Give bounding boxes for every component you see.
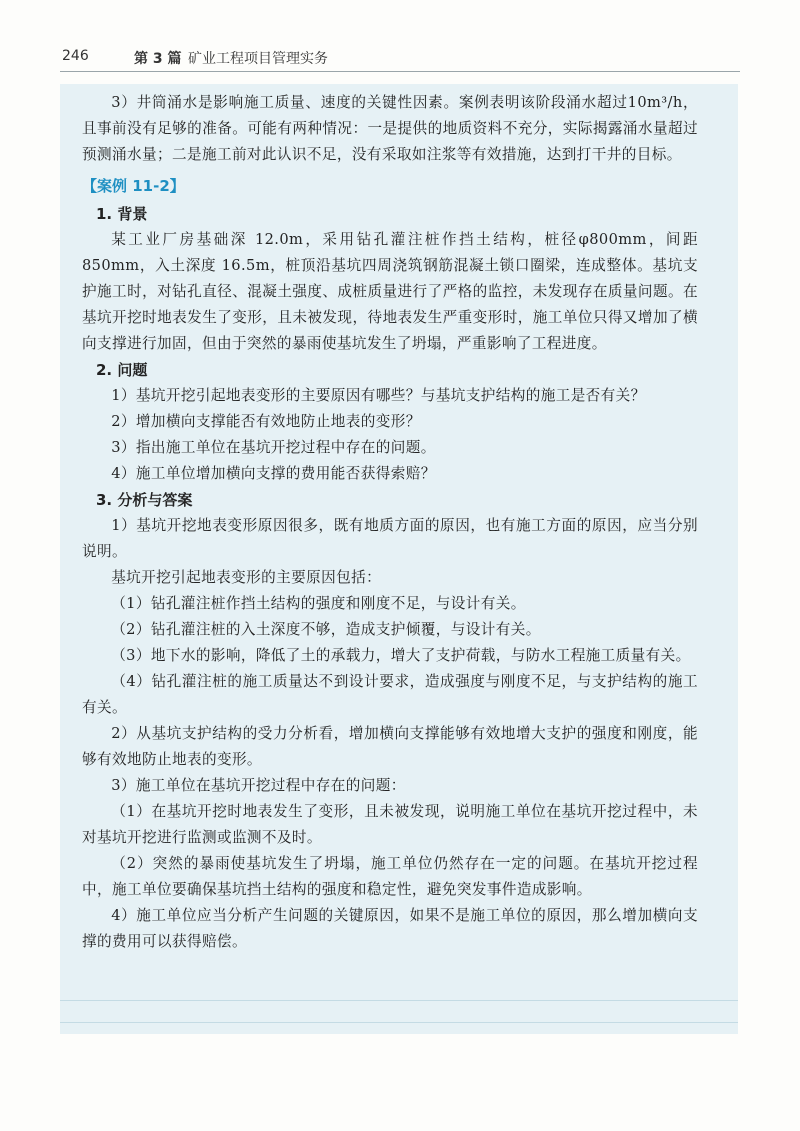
header-rule bbox=[60, 71, 740, 72]
answer-paragraph: （2）钻孔灌注桩的入土深度不够，造成支护倾覆，与设计有关。 bbox=[111, 621, 541, 638]
question-item: 1）基坑开挖引起地表变形的主要原因有哪些？与基坑支护结构的施工是否有关？ bbox=[111, 387, 646, 404]
answers-heading: 3. 分析与答案 bbox=[96, 491, 193, 509]
answer-paragraph: 4）施工单位应当分析产生问题的关键原因，如果不是施工单位的原因，那么增加横向支撑的费用可以获得赔偿。 bbox=[82, 907, 698, 950]
chapter-label: 第 3 篇 bbox=[134, 51, 182, 67]
running-header bbox=[60, 42, 740, 72]
answer-paragraph: （2）突然的暴雨使基坑发生了坍塌，施工单位仍然存在一定的问题。在基坑开挖过程中，施工单位要确保基坑挡土结构的强度和稳定性，避免突发事件造成影响。 bbox=[82, 855, 698, 898]
bleed-through-line bbox=[60, 1022, 738, 1023]
answer-paragraph: （1）钻孔灌注桩作挡土结构的强度和刚度不足，与设计有关。 bbox=[111, 595, 526, 612]
answer-paragraph: 基坑开挖引起地表变形的主要原因包括： bbox=[111, 569, 382, 586]
question-item: 3）指出施工单位在基坑开挖过程中存在的问题。 bbox=[111, 439, 436, 456]
answer-paragraph: （4）钻孔灌注桩的施工质量达不到设计要求，造成强度与刚度不足，与支护结构的施工有关。 bbox=[82, 673, 698, 716]
page-number: 246 bbox=[62, 48, 89, 64]
question-item: 2）增加横向支撑能否有效地防止地表的变形？ bbox=[111, 413, 421, 430]
questions-heading: 2. 问题 bbox=[96, 361, 148, 379]
background-text: 某工业厂房基础深 12.0m，采用钻孔灌注桩作挡土结构，桩径φ800mm，间距850mm，入土深度 16.5m，桩顶沿基坑四周浇筑钢筋混凝土锁口圈梁，连成整体。基坑支护施工时，对钻孔直径、混凝土强度、成桩质量进行了严格的监控，未发现存在质量问题。在基坑开挖时地表发生了变形，且未被发现，待地表发生严重变形时，施工单位只得又增加了横向支撑进行加固，但由于突然的暴雨使基坑发生了坍塌，严重影响了工程进度。 bbox=[82, 231, 698, 352]
bleed-through-line bbox=[60, 1000, 738, 1001]
question-item: 4）施工单位增加横向支撑的费用能否获得索赔？ bbox=[111, 465, 436, 482]
answer-paragraph: （3）地下水的影响，降低了土的承载力，增大了支护荷载，与防水工程施工质量有关。 bbox=[111, 647, 691, 664]
case-title: 【案例 11-2】 bbox=[82, 177, 185, 195]
page-content bbox=[82, 90, 698, 955]
answer-paragraph: 2）从基坑支护结构的受力分析看，增加横向支撑能够有效地增大支护的强度和刚度，能够有效地防止地表的变形。 bbox=[82, 725, 698, 768]
answer-paragraph: （1）在基坑开挖时地表发生了变形，且未被发现，说明施工单位在基坑开挖过程中，未对基坑开挖进行监测或监测不及时。 bbox=[82, 803, 698, 846]
book-title: 矿业工程项目管理实务 bbox=[188, 51, 328, 67]
answer-paragraph: 3）施工单位在基坑开挖过程中存在的问题： bbox=[111, 777, 406, 794]
answer-paragraph: 1）基坑开挖地表变形原因很多，既有地质方面的原因，也有施工方面的原因，应当分别说明。 bbox=[82, 517, 698, 560]
background-heading: 1. 背景 bbox=[96, 205, 148, 223]
intro-paragraph: 3）井筒涌水是影响施工质量、速度的关键性因素。案例表明该阶段涌水超过10m³/h，且事前没有足够的准备。可能有两种情况：一是提供的地质资料不充分，实际揭露涌水量超过预测涌水量；二是施工前对此认识不足，没有采取如注浆等有效措施，达到打干井的目标。 bbox=[82, 94, 698, 163]
